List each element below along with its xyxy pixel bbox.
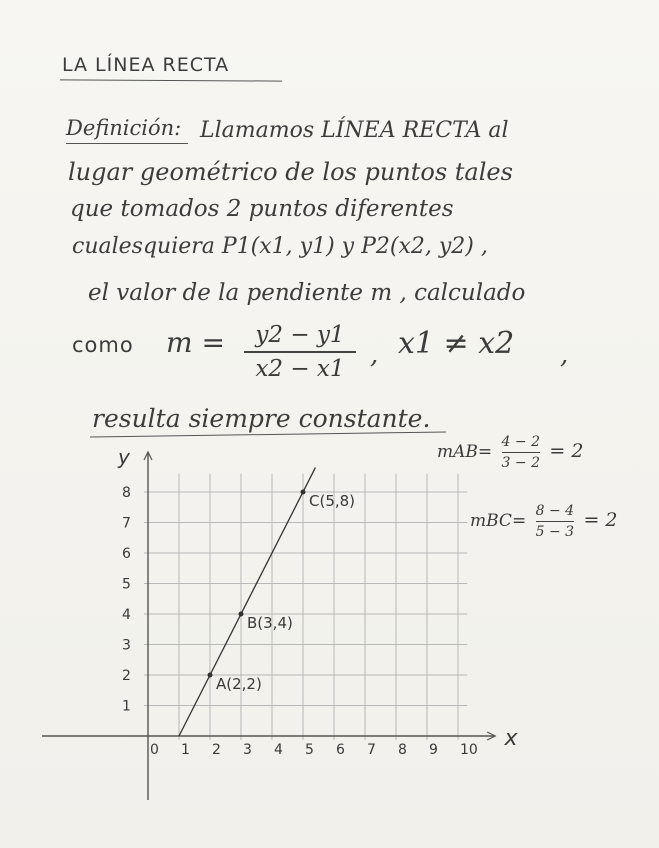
slope-symbol: m = bbox=[166, 326, 225, 359]
x-tick-label: 6 bbox=[336, 742, 345, 758]
plot-points bbox=[208, 490, 356, 694]
como-word: como bbox=[72, 333, 134, 357]
definition-line-5: el valor de la pendiente m , calculado bbox=[88, 280, 526, 306]
condition-text: x1 ≠ x2 bbox=[398, 326, 515, 361]
slope-ab-denominator: 3 − 2 bbox=[501, 455, 540, 471]
slope-bc-equals: = bbox=[511, 511, 527, 531]
x-tick-label: 10 bbox=[460, 742, 478, 758]
x-tick-label: 7 bbox=[367, 742, 376, 758]
y-tick-label: 2 bbox=[122, 668, 131, 684]
slope-ab-equals: = bbox=[477, 442, 493, 462]
y-tick-label: 3 bbox=[122, 637, 131, 654]
data-point-label: A(2,2) bbox=[216, 675, 262, 693]
grid-lines bbox=[144, 474, 467, 740]
slope-denominator: x2 − x1 bbox=[255, 355, 345, 382]
definition-label: Definición: bbox=[66, 116, 182, 140]
data-point bbox=[208, 673, 213, 678]
definition-line-4: cualesquiera P1(x1, y1) y P2(x2, y2) , bbox=[72, 234, 488, 259]
y-tick-label: 7 bbox=[122, 515, 131, 532]
data-point-label: C(5,8) bbox=[309, 492, 356, 510]
x-tick-label: 9 bbox=[429, 742, 438, 758]
plot-line bbox=[179, 468, 315, 736]
slope-bc-label: mBC bbox=[470, 511, 512, 531]
y-tick-label: 1 bbox=[122, 698, 131, 715]
definition-line-2: lugar geométrico de los puntos tales bbox=[68, 158, 513, 186]
slope-numerator: y2 − y1 bbox=[255, 322, 345, 348]
slope-bc-numerator: 8 − 4 bbox=[535, 503, 575, 519]
slope-ab-numerator: 4 − 2 bbox=[501, 434, 540, 450]
data-point-label: B(3,4) bbox=[247, 614, 293, 632]
y-tick-label: 4 bbox=[122, 607, 131, 623]
slope-ab-result: = 2 bbox=[549, 440, 584, 462]
data-point bbox=[301, 490, 306, 495]
definition-line-3: que tomados 2 puntos diferentes bbox=[70, 196, 454, 222]
y-tick-label: 5 bbox=[122, 576, 131, 593]
x-tick-label: 3 bbox=[243, 742, 252, 758]
slope-ab-label: mAB bbox=[437, 442, 478, 462]
x-tick-label: 1 bbox=[181, 742, 190, 758]
page-title: LA LÍNEA RECTA bbox=[62, 54, 230, 76]
x-axis-label: x bbox=[504, 726, 518, 751]
definition-line-1: Llamamos LÍNEA RECTA al bbox=[200, 118, 509, 143]
y-tick-label: 6 bbox=[122, 546, 131, 562]
slope-bc-result: = 2 bbox=[583, 509, 618, 531]
plot-line-group bbox=[179, 468, 315, 736]
x-tick-label: 8 bbox=[398, 742, 407, 758]
comma-end: , bbox=[560, 340, 569, 370]
conclusion-text: resulta siempre constante. bbox=[92, 404, 431, 433]
data-point bbox=[239, 612, 244, 617]
slope-bc-denominator: 5 − 3 bbox=[535, 524, 575, 540]
x-tick-label: 5 bbox=[305, 742, 314, 758]
y-tick-label: 8 bbox=[122, 485, 131, 501]
x-tick-label: 4 bbox=[274, 742, 283, 758]
comma: , bbox=[370, 340, 379, 370]
origin-label: 0 bbox=[150, 742, 159, 758]
y-axis-label: y bbox=[118, 445, 130, 469]
x-tick-label: 2 bbox=[212, 742, 221, 758]
